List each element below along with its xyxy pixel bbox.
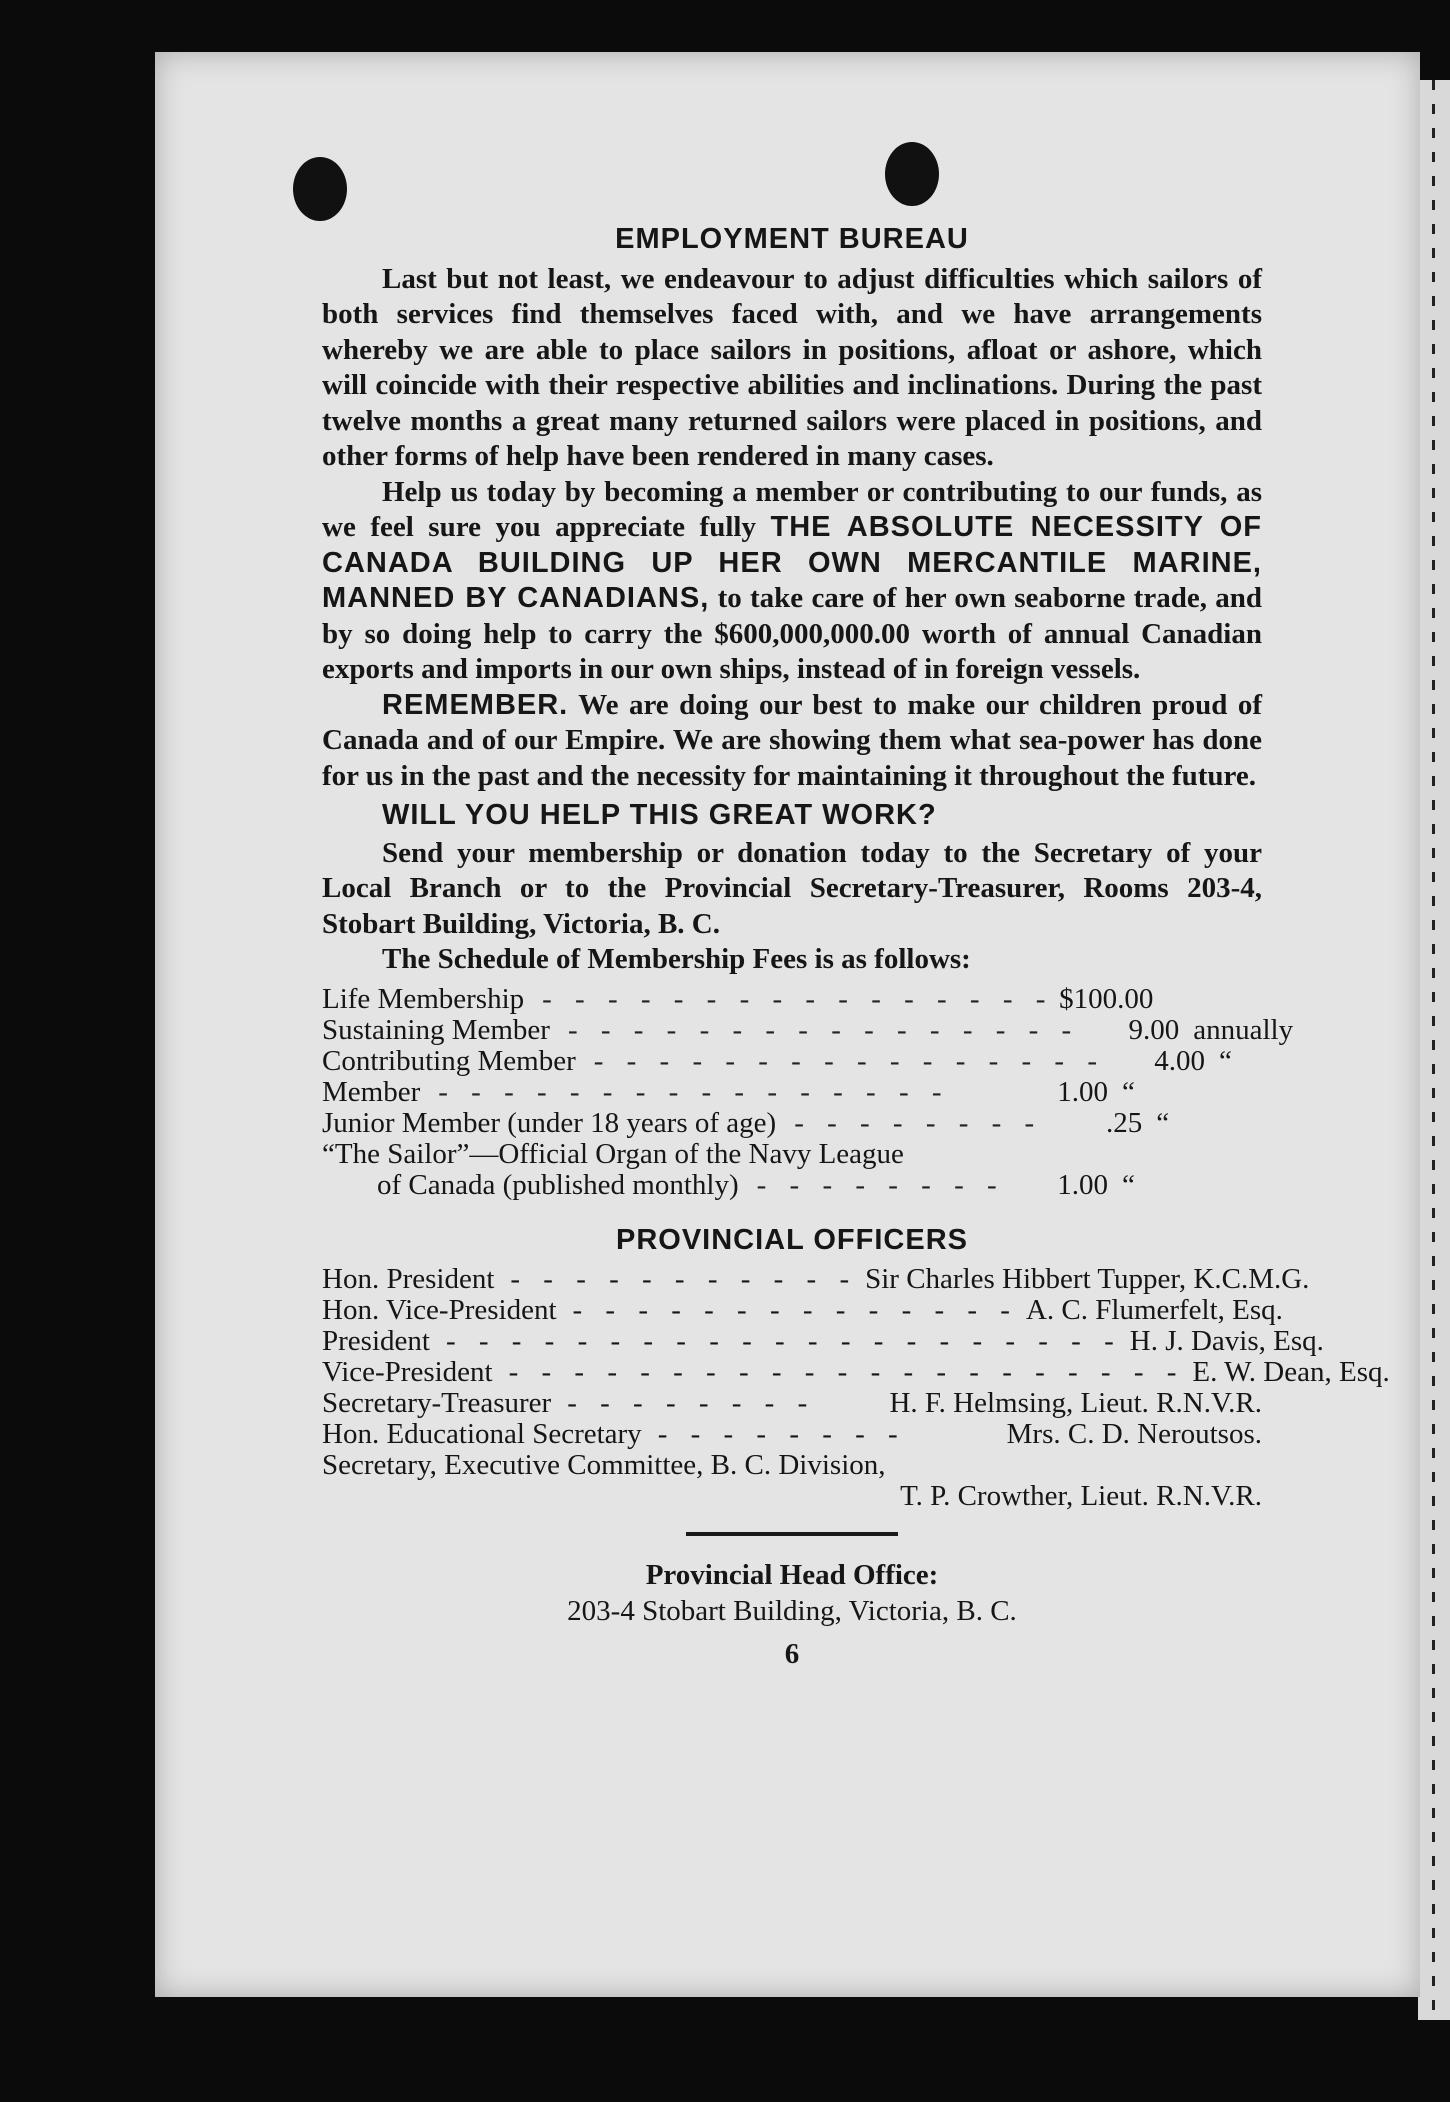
fee-amount: 4.00 (1154, 1044, 1205, 1077)
officer-name: Sir Charles Hibbert Tupper, K.C.M.G. (865, 1263, 1310, 1295)
employment-bureau-heading: EMPLOYMENT BUREAU (615, 223, 969, 255)
fee-row (322, 1013, 1294, 1046)
fee-amount: 1.00 (1057, 1075, 1108, 1108)
schedule-intro: The Schedule of Membership Fees is as follows: (382, 943, 971, 975)
page-number: 6 (784, 1638, 800, 1670)
sailor-label-line1: “The Sailor”—Official Organ of the Navy League (322, 1137, 904, 1170)
fee-frequency: “ (1122, 1075, 1135, 1108)
fee-label: Contributing Member (322, 1044, 576, 1077)
head-office-address: 203-4 Stobart Building, Victoria, B. C. (567, 1594, 1017, 1627)
page-content (322, 222, 1390, 1673)
leader-dots: - - - - - - - - - - - - - - - - (567, 1013, 1080, 1046)
officer-title: Vice-President (322, 1356, 493, 1388)
officer-name: H. F. Helmsing, Lieut. R.N.V.R. (889, 1387, 1262, 1419)
remember-paragraph (322, 688, 1262, 795)
divider-rule (686, 1532, 898, 1536)
leader-dots: - - - - - - - - (756, 1168, 1005, 1201)
leader-dots: - - - - - - - - - - - - - - - - (438, 1075, 950, 1108)
adjacent-page-edge (1418, 80, 1450, 2020)
officer-row (322, 1293, 1283, 1326)
officer-title: Hon. Vice-President (322, 1294, 557, 1326)
fee-label: Junior Member (under 18 years of age) (322, 1106, 777, 1139)
executive-secretary-line: Secretary, Executive Committee, B. C. Division, (322, 1449, 886, 1481)
leader-dots: - - - - - - - - - - - (510, 1263, 858, 1295)
punch-hole-right (885, 142, 939, 206)
officer-title: Secretary-Treasurer (322, 1387, 552, 1419)
officer-name: A. C. Flumerfelt, Esq. (1025, 1294, 1283, 1326)
punch-hole-left (293, 157, 347, 221)
leader-dots: - - - - - - - - (657, 1418, 906, 1450)
officer-row (322, 1324, 1324, 1357)
remember-label: REMEMBER. (382, 688, 569, 721)
officer-row (322, 1262, 1310, 1295)
employment-paragraph: Last but not least, we endeavour to adjust difficulties which sailors of both services find themselves faced with, and we have arrangements whereby we are able to place sailors in positions, afloat or ashore, which will coincide with their respective abilities and inclinations. During the past twelve months a great many returned sailors were placed in positions, and other forms of help have been rendered in many cases. (322, 262, 1262, 472)
perforation-marks (1432, 80, 1435, 2020)
help-text-emphasis: THE ABSOLUTE NECESSITY OF CANADA BUILDING UP HER OWN MERCANTILE MARINE, MANNED BY CANADIANS, (322, 511, 1263, 614)
fee-frequency: “ (1156, 1106, 1170, 1139)
leader-dots: - - - - - - - - - - - - - - - - - - - - - (508, 1356, 1185, 1388)
fee-label: Life Membership (322, 982, 525, 1015)
officers-list (322, 1262, 1390, 1512)
officer-title: President (322, 1325, 430, 1357)
fee-label: Sustaining Member (322, 1013, 550, 1046)
membership-fees-table (322, 982, 1294, 1201)
fee-frequency: “ (1219, 1044, 1232, 1077)
fee-row (322, 1044, 1262, 1075)
fee-row (322, 982, 1262, 1013)
officer-name: Mrs. C. D. Neroutsos. (1006, 1418, 1262, 1450)
send-membership-paragraph: Send your membership or donation today to the Secretary of your Local Branch or to the Provincial Secretary-Treasurer, Rooms 203-4, Stobart Building, Victoria, B. C. (322, 836, 1262, 940)
officer-name: H. J. Davis, Esq. (1129, 1325, 1324, 1357)
help-text-end: to take care of her own seaborne trade, and by so doing help to carry the $600,000,000.00 worth of annual Canadian exports and imports in our own ships, instead of in foreign vessels. (322, 582, 1262, 685)
help-text-start: Help us today by becoming a member or contributing to our funds, as we feel sure you appreciate fully (322, 475, 1262, 543)
sailor-frequency: “ (1122, 1168, 1135, 1201)
help-paragraph (322, 475, 1262, 688)
leader-dots: - - - - - - - - (567, 1387, 816, 1419)
sailor-amount: 1.00 (1057, 1168, 1108, 1201)
remember-text: We are doing our best to make our children proud of Canada and of our Empire. We are showing them what sea-power has done for us in the past and the necessity for maintaining it throughout the future. (322, 688, 1262, 792)
fee-amount: .25 (1105, 1106, 1143, 1139)
leader-dots: - - - - - - - - - - - - - - - - (593, 1044, 1105, 1077)
officer-title: Hon. President (322, 1263, 495, 1295)
leader-dots: - - - - - - - - - - - - - - - - (542, 982, 1054, 1015)
sailor-row-line2 (322, 1168, 1262, 1199)
fee-amount: 9.00 (1128, 1013, 1180, 1046)
officer-row (322, 1355, 1390, 1388)
executive-secretary-name: T. P. Crowther, Lieut. R.N.V.R. (900, 1480, 1262, 1512)
fee-amount: $100.00 (1059, 982, 1154, 1015)
officer-name: E. W. Dean, Esq. (1192, 1356, 1390, 1388)
sailor-row-line1 (322, 1137, 1262, 1168)
provincial-officers-heading: PROVINCIAL OFFICERS (616, 1223, 968, 1256)
fee-row (322, 1106, 1262, 1137)
leader-dots: - - - - - - - - - - - - - - - - - - - - - (445, 1325, 1122, 1357)
fee-row (322, 1075, 1262, 1106)
leader-dots: - - - - - - - - (794, 1106, 1043, 1139)
officer-title: Hon. Educational Secretary (322, 1418, 642, 1450)
leader-dots: - - - - - - - - - - - - - - (572, 1294, 1018, 1326)
sailor-label-line2: of Canada (published monthly) (377, 1168, 739, 1201)
officer-row (322, 1386, 1262, 1417)
head-office-label: Provincial Head Office: (645, 1559, 939, 1591)
fee-frequency: annually (1193, 1013, 1294, 1046)
call-to-action-heading: WILL YOU HELP THIS GREAT WORK? (382, 799, 937, 831)
fee-label: Member (322, 1075, 421, 1108)
officer-row (322, 1417, 1262, 1448)
